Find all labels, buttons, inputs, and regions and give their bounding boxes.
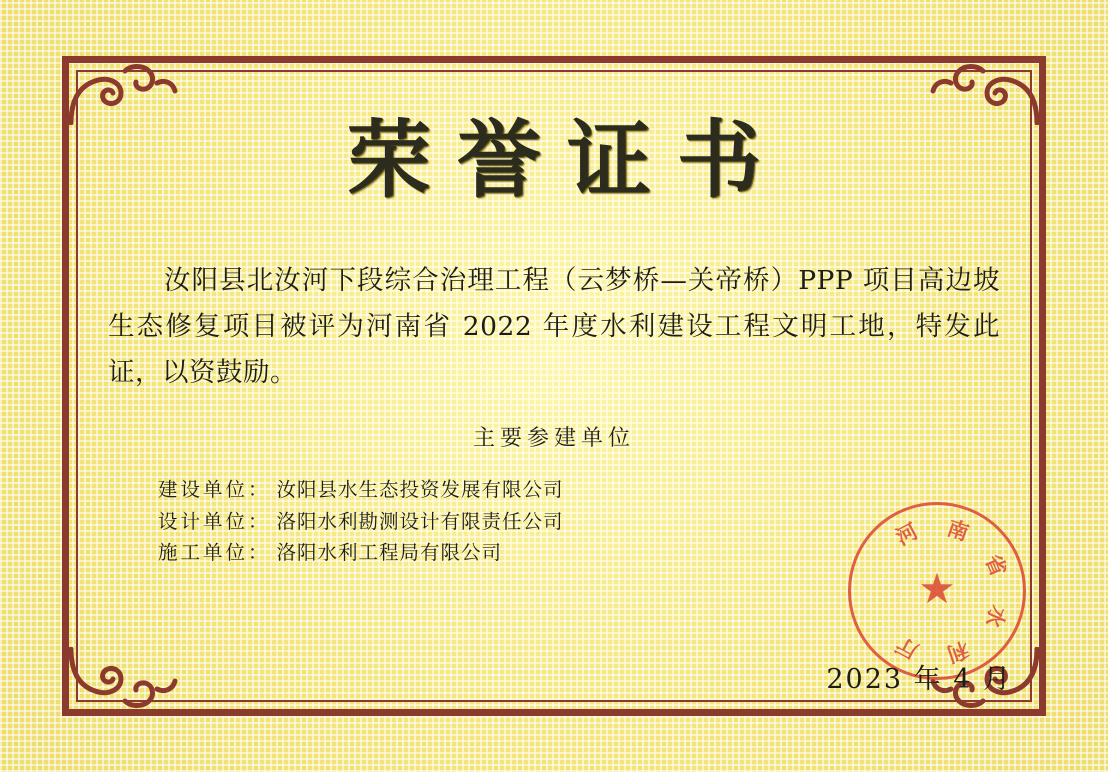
unit-label-design: 设计单位： bbox=[158, 509, 271, 533]
certificate-title: 荣誉证书 bbox=[346, 110, 787, 209]
seal-character: 河 bbox=[892, 518, 922, 551]
unit-label-contractor: 施工单位： bbox=[158, 541, 271, 565]
seal-text-ring bbox=[851, 505, 1023, 677]
seal-character: 南 bbox=[944, 515, 972, 546]
certificate-date: 2023 年 4 月 bbox=[826, 664, 1012, 695]
unit-label-construction: 建设单位： bbox=[158, 478, 271, 502]
unit-value-design: 洛阳水利勘测设计有限责任公司 bbox=[276, 509, 564, 533]
unit-value-construction: 汝阳县水生态投资发展有限公司 bbox=[276, 478, 564, 502]
participating-units-heading: 主要参建单位 bbox=[472, 426, 635, 452]
certificate-body-text: 汝阳县北汝河下段综合治理工程（云梦桥—关帝桥）PPP 项目高边坡生态修复项目被评为河南省 2022 年度水利建设工程文明工地，特发此证，以资鼓励。 bbox=[108, 265, 1000, 388]
list-item bbox=[158, 474, 1018, 506]
seal-character: 利 bbox=[944, 636, 972, 667]
seal-character: 省 bbox=[980, 550, 1011, 580]
seal-character: 水 bbox=[980, 602, 1011, 632]
seal-character: 厅 bbox=[892, 631, 922, 664]
official-seal bbox=[848, 502, 1026, 680]
unit-value-contractor: 洛阳水利工程局有限公司 bbox=[276, 541, 503, 565]
seal-star-icon: ★ bbox=[918, 567, 956, 614]
